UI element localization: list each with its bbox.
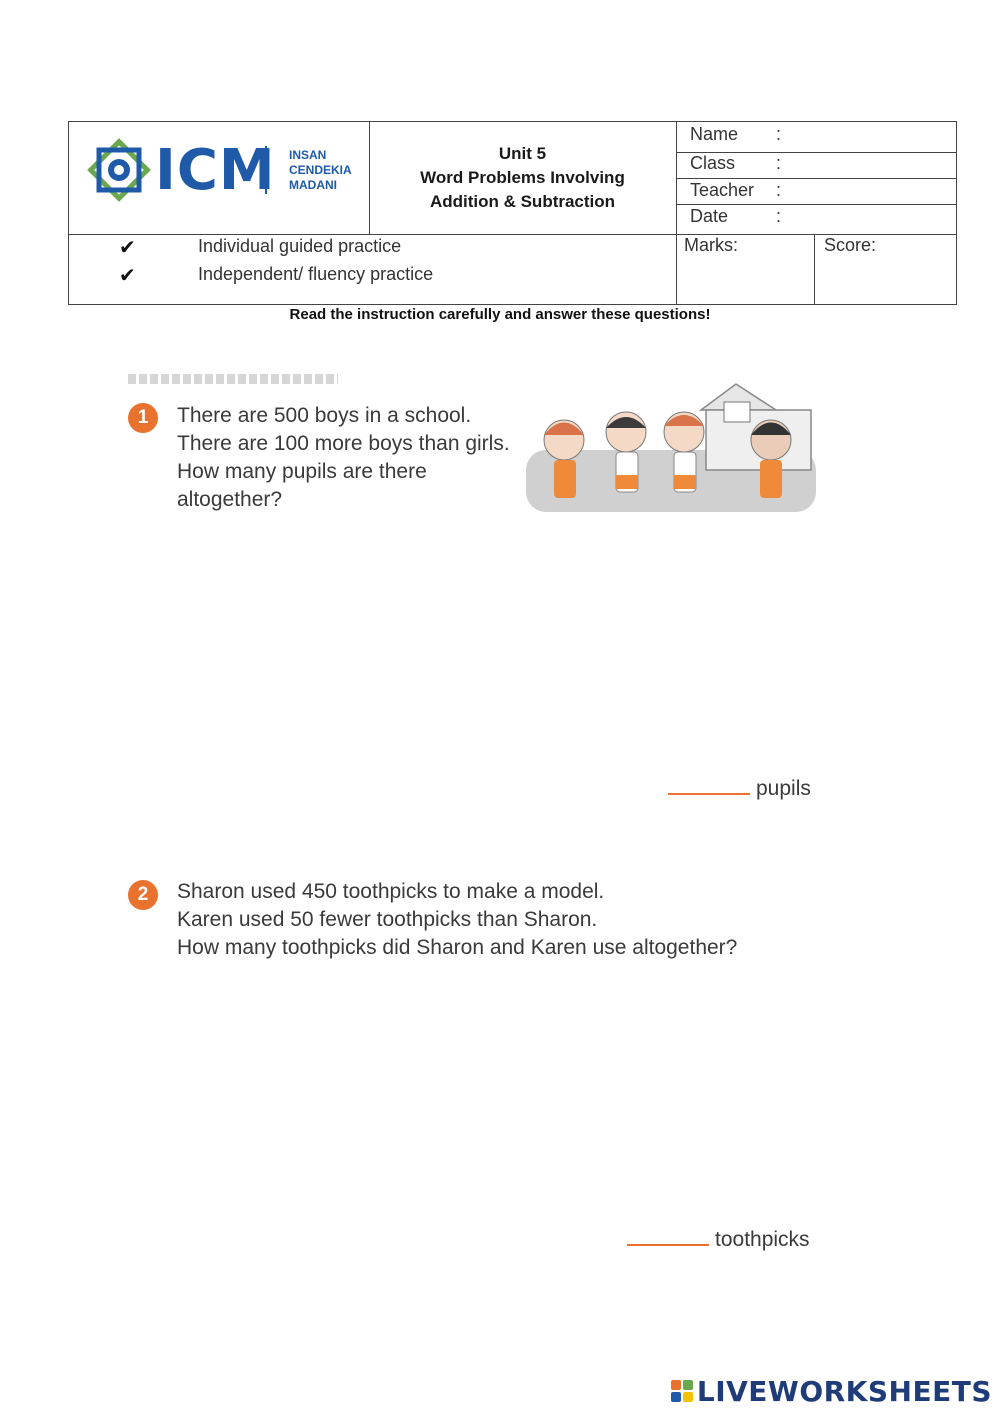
divider bbox=[676, 204, 956, 205]
question-line: altogether? bbox=[177, 488, 283, 511]
topic-title-line2: Addition & Subtraction bbox=[429, 192, 616, 211]
teacher-field[interactable] bbox=[676, 180, 956, 205]
practice-label: Individual guided practice bbox=[198, 236, 402, 256]
logo-mark-text: ICM bbox=[155, 138, 276, 203]
answer-unit: toothpicks bbox=[715, 1228, 810, 1251]
name-label: Name bbox=[690, 124, 739, 144]
class-colon: : bbox=[776, 153, 782, 173]
liveworksheets-brand[interactable] bbox=[671, 1374, 992, 1408]
marks-label: Marks: bbox=[684, 235, 738, 255]
unit-title: Unit 5 bbox=[498, 144, 547, 163]
liveworksheets-icon bbox=[671, 1380, 693, 1402]
check-icon: ✔ bbox=[119, 265, 136, 287]
score-label: Score: bbox=[824, 235, 877, 255]
date-field[interactable] bbox=[676, 206, 956, 232]
answer-line[interactable] bbox=[627, 1228, 810, 1252]
instruction-text: Read the instruction carefully and answer these questions! bbox=[289, 306, 711, 323]
class-field[interactable] bbox=[676, 153, 956, 178]
score-box bbox=[814, 234, 956, 304]
teacher-label: Teacher bbox=[690, 180, 755, 200]
name-colon: : bbox=[776, 124, 782, 144]
question-line: There are 500 boys in a school. bbox=[177, 404, 472, 427]
cropped-heading-remnant bbox=[128, 364, 338, 384]
topic-title-line1: Word Problems Involving bbox=[420, 168, 625, 187]
divider bbox=[676, 178, 956, 179]
answer-blank[interactable] bbox=[627, 1230, 709, 1246]
student-info bbox=[676, 122, 956, 234]
practice-list bbox=[69, 234, 677, 304]
answer-unit: pupils bbox=[756, 777, 811, 800]
logo-name-line: MADANI bbox=[289, 178, 337, 192]
practice-label: Independent/ fluency practice bbox=[198, 264, 434, 284]
question-line: How many toothpicks did Sharon and Karen use altogether? bbox=[177, 936, 738, 959]
answer-blank[interactable] bbox=[668, 779, 750, 795]
name-field[interactable] bbox=[676, 124, 956, 152]
check-icon: ✔ bbox=[119, 237, 136, 259]
date-label: Date bbox=[690, 206, 729, 226]
practice-item bbox=[69, 263, 669, 289]
question-number-badge: 1 bbox=[128, 403, 158, 433]
logo-name-line: INSAN bbox=[289, 148, 327, 162]
question-number-badge: 2 bbox=[128, 880, 158, 910]
question-line: How many pupils are there bbox=[177, 460, 427, 483]
date-colon: : bbox=[776, 206, 782, 226]
logo-name-line: CENDEKIA bbox=[289, 163, 352, 177]
answer-line[interactable] bbox=[668, 777, 811, 801]
class-label: Class bbox=[690, 153, 736, 173]
brand-text: LIVEWORKSHEETS bbox=[696, 1374, 992, 1408]
marks-box bbox=[676, 234, 815, 304]
practice-item bbox=[69, 235, 669, 261]
worksheet-header bbox=[68, 121, 957, 305]
logo-name bbox=[289, 148, 352, 193]
logo-cell bbox=[69, 122, 370, 234]
question-line: Sharon used 450 toothpicks to make a model. bbox=[177, 880, 605, 903]
question-line: There are 100 more boys than girls. bbox=[177, 432, 510, 455]
question-line: Karen used 50 fewer toothpicks than Sharon. bbox=[177, 908, 598, 931]
title-cell bbox=[369, 122, 677, 234]
children-school-illustration bbox=[526, 380, 816, 530]
teacher-colon: : bbox=[776, 180, 782, 200]
